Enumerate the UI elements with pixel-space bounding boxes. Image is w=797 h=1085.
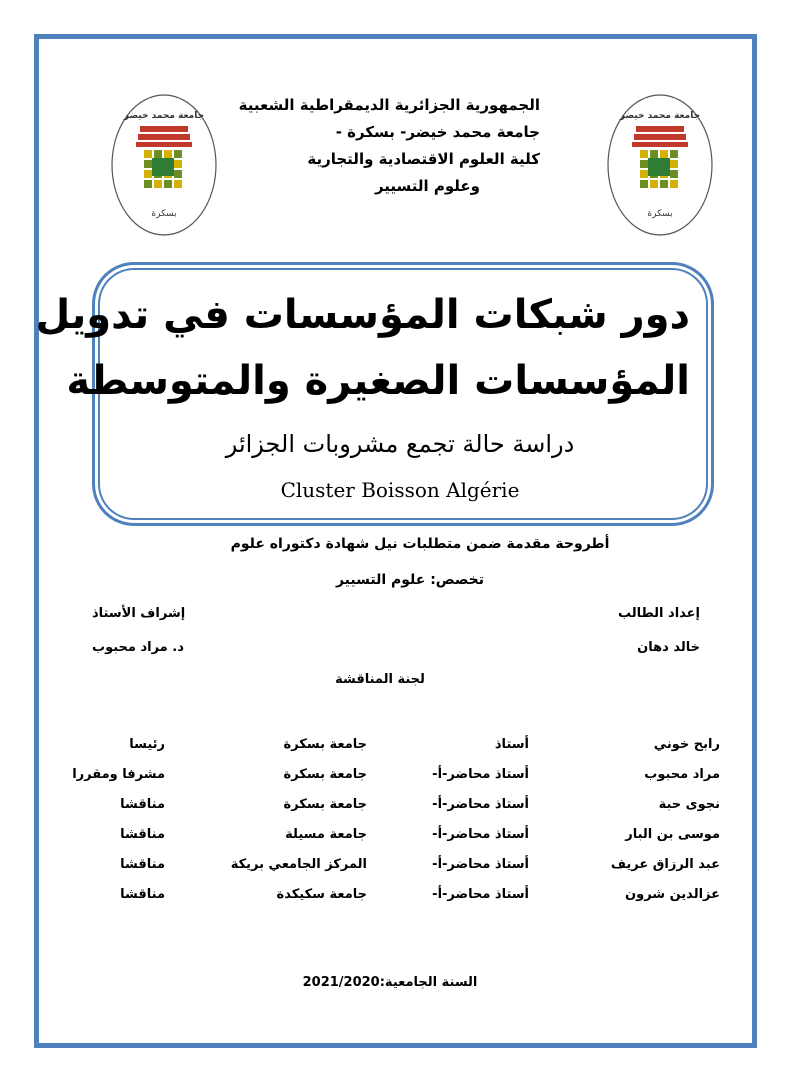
committee-row [0, 887, 797, 911]
member-role: مناقشا [120, 887, 165, 902]
committee-row [0, 767, 797, 791]
academic-year: السنة الجامعية:2021/2020 [302, 975, 478, 990]
member-rank: أستاذ محاضر-أ- [432, 797, 529, 812]
committee-row [0, 857, 797, 881]
supervisor-name: د. مراد محبوب [92, 640, 184, 655]
member-rank: أستاذ محاضر-أ- [432, 827, 529, 842]
university-logo-left [108, 92, 220, 238]
committee-row [0, 737, 797, 761]
member-name: نجوى حبة [658, 797, 720, 812]
member-rank: أستاذ محاضر-أ- [432, 767, 529, 782]
header-line: جامعة محمد خيضر- بسكرة - [335, 123, 540, 141]
logo-text-bottom: بسكرة [151, 209, 177, 219]
thesis-note: أطروحة مقدمة ضمن متطلبات نيل شهادة دكتوراه علوم [230, 536, 610, 552]
header-line: وعلوم التسيير [374, 177, 480, 195]
member-university: جامعة سكيكدة [276, 887, 367, 902]
header-line: الجمهورية الجزائرية الديمقراطية الشعبية [238, 96, 540, 114]
supervision-label: إشراف الأستاذ [92, 606, 186, 621]
member-role: مشرفا ومقررا [72, 767, 165, 782]
member-university: جامعة بسكرة [283, 737, 367, 752]
logo-text-top: جامعة محمد خيضر [619, 111, 701, 121]
member-rank: أستاذ محاضر-أ- [432, 857, 529, 872]
member-role: رئيسا [129, 737, 165, 752]
logo-text-top: جامعة محمد خيضر [123, 111, 205, 121]
member-university: جامعة مسيلة [285, 827, 367, 842]
member-name: مراد محبوب [644, 767, 720, 782]
member-university: جامعة بسكرة [283, 797, 367, 812]
cluster-name: Cluster Boisson Algérie [280, 478, 520, 502]
university-logo-right [604, 92, 716, 238]
member-role: مناقشا [120, 797, 165, 812]
committee-row [0, 797, 797, 821]
member-rank: أستاذ [494, 737, 529, 752]
prepared-by-label: إعداد الطالب [617, 606, 700, 621]
header-line: كلية العلوم الاقتصادية والتجارية [307, 150, 540, 168]
thesis-title-line-2: المؤسسات الصغيرة والمتوسطة [66, 358, 690, 404]
committee-title: لجنة المناقشة [335, 672, 425, 687]
member-university: المركز الجامعي بريكة [230, 857, 367, 872]
logo-text-bottom: بسكرة [647, 209, 673, 219]
member-university: جامعة بسكرة [283, 767, 367, 782]
committee-row [0, 827, 797, 851]
member-name: رابح خوني [653, 737, 720, 752]
member-role: مناقشا [120, 857, 165, 872]
thesis-title-line-1: دور شبكات المؤسسات في تدويل [35, 292, 690, 338]
member-name: عبد الرزاق عريف [610, 857, 720, 872]
member-name: عزالدين شرون [625, 887, 720, 902]
student-name: خالد دهان [637, 640, 700, 655]
member-rank: أستاذ محاضر-أ- [432, 887, 529, 902]
specialty: تخصص: علوم التسيير [335, 572, 485, 588]
case-study-subtitle: دراسة حالة تجمع مشروبات الجزائر [225, 430, 575, 458]
institution-header [240, 92, 540, 200]
member-role: مناقشا [120, 827, 165, 842]
member-name: موسى بن البار [625, 827, 720, 842]
